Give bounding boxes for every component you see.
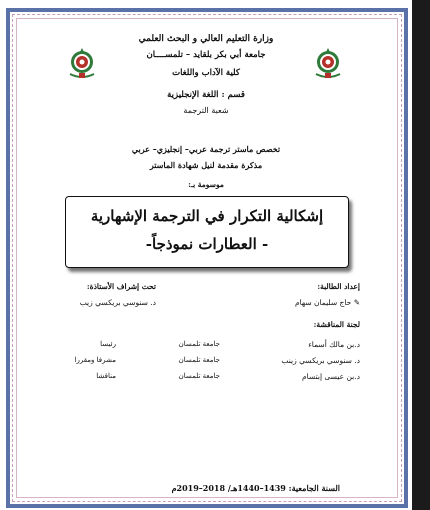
thesis-title-line-1: إشكالية التكرار في الترجمة الإشهارية: [90, 207, 324, 225]
pen-icon: ✎: [353, 298, 360, 307]
committee-member-role: رئيسا: [100, 340, 116, 348]
supervisor-name: د. سنوسي بريكسي زيب: [79, 298, 156, 307]
committee-member-role: مشرفا ومقررا: [74, 356, 116, 364]
committee-label: لجنة المناقشة:: [313, 320, 360, 329]
committee-member-institution: جامعة تلمسان: [178, 372, 220, 380]
student-name-row: [200, 298, 360, 307]
academic-year: السنة الجامعية: 1439–1440هـ/ 2018–2019م: [171, 483, 340, 493]
ministry-name: وزارة التعليم العالي و البحث العلمي: [138, 34, 274, 44]
thesis-title-line-2: - العطارات نموذجاً-: [145, 235, 269, 253]
committee-member-role: مناقشا: [96, 372, 116, 380]
committee-member-name: د.بن مالك أسماء: [308, 340, 360, 349]
student-name: حاج سليمان سهام: [294, 298, 352, 307]
department-name: قسم : اللغة الإنجليزية: [167, 90, 245, 100]
committee-member-institution: جامعة تلمسان: [178, 356, 220, 364]
committee-member-institution: جامعة تلمسان: [178, 340, 220, 348]
faculty-name: كلية الآداب واللغات: [172, 68, 240, 78]
supervisor-label: تحت إشراف الأستاذة:: [86, 282, 156, 291]
page-edge-shadow: [412, 0, 430, 510]
university-name: جامعة أبي بكر بلقايد – تلمســــان: [146, 50, 266, 60]
student-label: إعداد الطالبة:: [317, 282, 360, 291]
section-name: شعبة الترجمة: [183, 106, 229, 115]
committee-member-name: د.بن عيسى إبتسام: [301, 372, 360, 381]
specialty-line: تخصص ماستر ترجمة عربي– إنجليزي– عربي: [131, 144, 281, 154]
titled-label: موسومة بـ:: [188, 180, 224, 189]
degree-line: مذكرة مقدمة لنيل شهادة الماستر: [149, 160, 263, 170]
thesis-title-box: [65, 196, 349, 268]
committee-member-name: د. سنوسي بريكسي زينب: [281, 356, 360, 365]
